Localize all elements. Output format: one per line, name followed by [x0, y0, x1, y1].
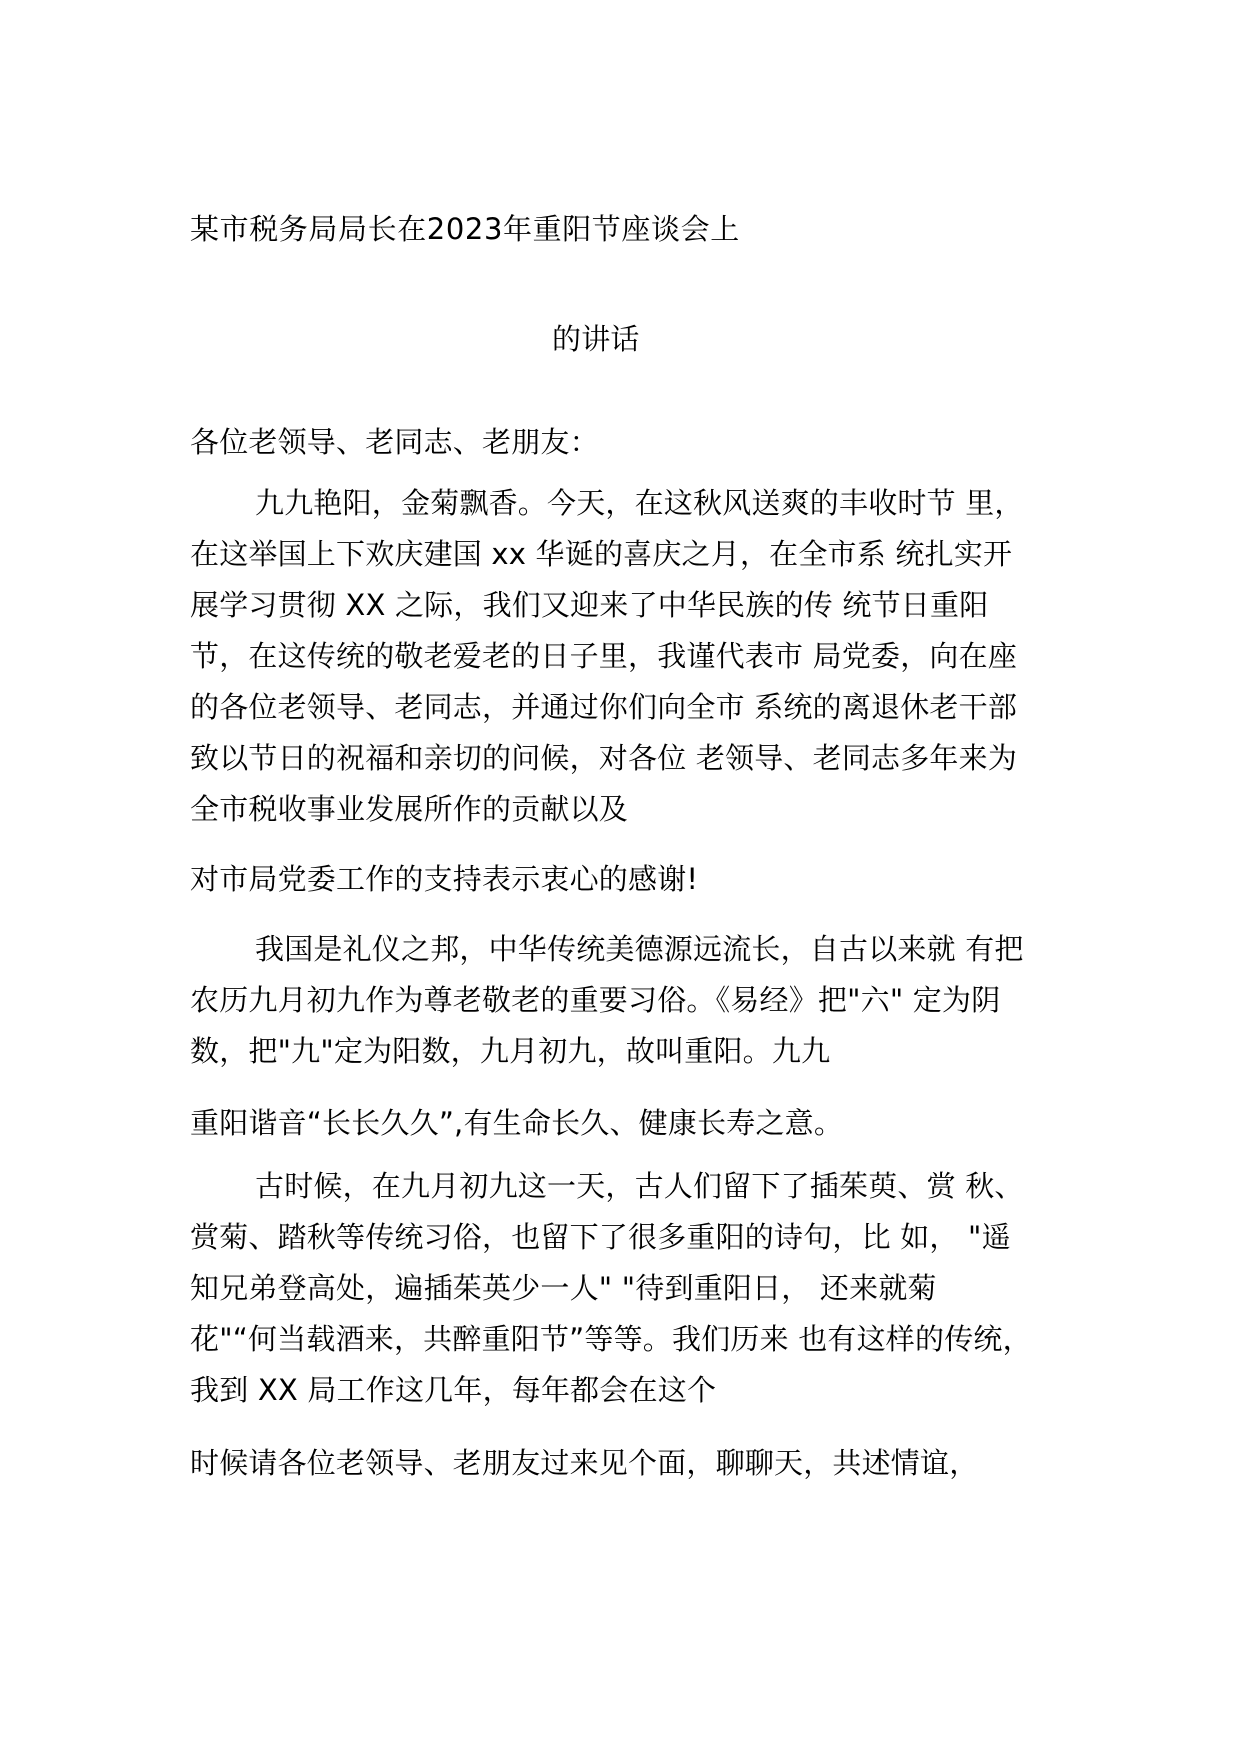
body-line: 时候请各位老领导、老朋友过来见个面，聊聊天，共述情谊， [190, 1446, 979, 1480]
body-line: 知兄弟登高处，遍插茱英少一人" "待到重阳日， 还来就菊 [190, 1271, 937, 1305]
body-line: 展学习贯彻 XX 之际，我们又迎来了中华民族的传 统节日重阳 [190, 588, 989, 622]
body-line: 赏菊、踏秋等传统习俗，也留下了很多重阳的诗句，比 如， "遥 [190, 1220, 1011, 1254]
body-line: 的各位老领导、老同志，并通过你们向全市 系统的离退休老干部 [190, 690, 1018, 724]
title-line-2: 的讲话 [552, 322, 640, 356]
body-line: 在这举国上下欢庆建国 xx 华诞的喜庆之月，在全市系 统扎实开 [190, 537, 1013, 571]
body-line: 九九艳阳，金菊飘香。今天，在这秋风送爽的丰收时节 里， [255, 486, 1024, 520]
body-line: 我到 XX 局工作这几年，每年都会在这个 [190, 1373, 717, 1407]
body-line: 古时候，在九月初九这一天，古人们留下了插茱萸、赏 秋、 [255, 1169, 1024, 1203]
body-line: 重阳谐音“长长久久”,有生命长久、健康长寿之意。 [190, 1106, 844, 1140]
body-line: 农历九月初九作为尊老敬老的重要习俗。《易经》把"六" 定为阴 [190, 983, 1001, 1017]
body-line: 全市税收事业发展所作的贡献以及 [190, 792, 629, 826]
body-line: 对市局党委工作的支持表示衷心的感谢! [190, 862, 699, 896]
body-line: 花"“何当载酒来，共醉重阳节”等等。我们历来 也有这样的传统， [190, 1322, 1032, 1356]
salutation: 各位老领导、老同志、老朋友： [190, 425, 599, 459]
body-line: 节，在这传统的敬老爱老的日子里，我谨代表市 局党委，向在座 [190, 639, 1018, 673]
body-line: 致以节日的祝福和亲切的问候，对各位 老领导、老同志多年来为 [190, 741, 1018, 775]
body-line: 数，把"九"定为阳数，九月初九，故叫重阳。九九 [190, 1034, 831, 1068]
body-line: 我国是礼仪之邦，中华传统美德源远流长，自古以来就 有把 [255, 932, 1024, 966]
title-line-1: 某市税务局局长在2023年重阳节座谈会上 [190, 212, 740, 246]
